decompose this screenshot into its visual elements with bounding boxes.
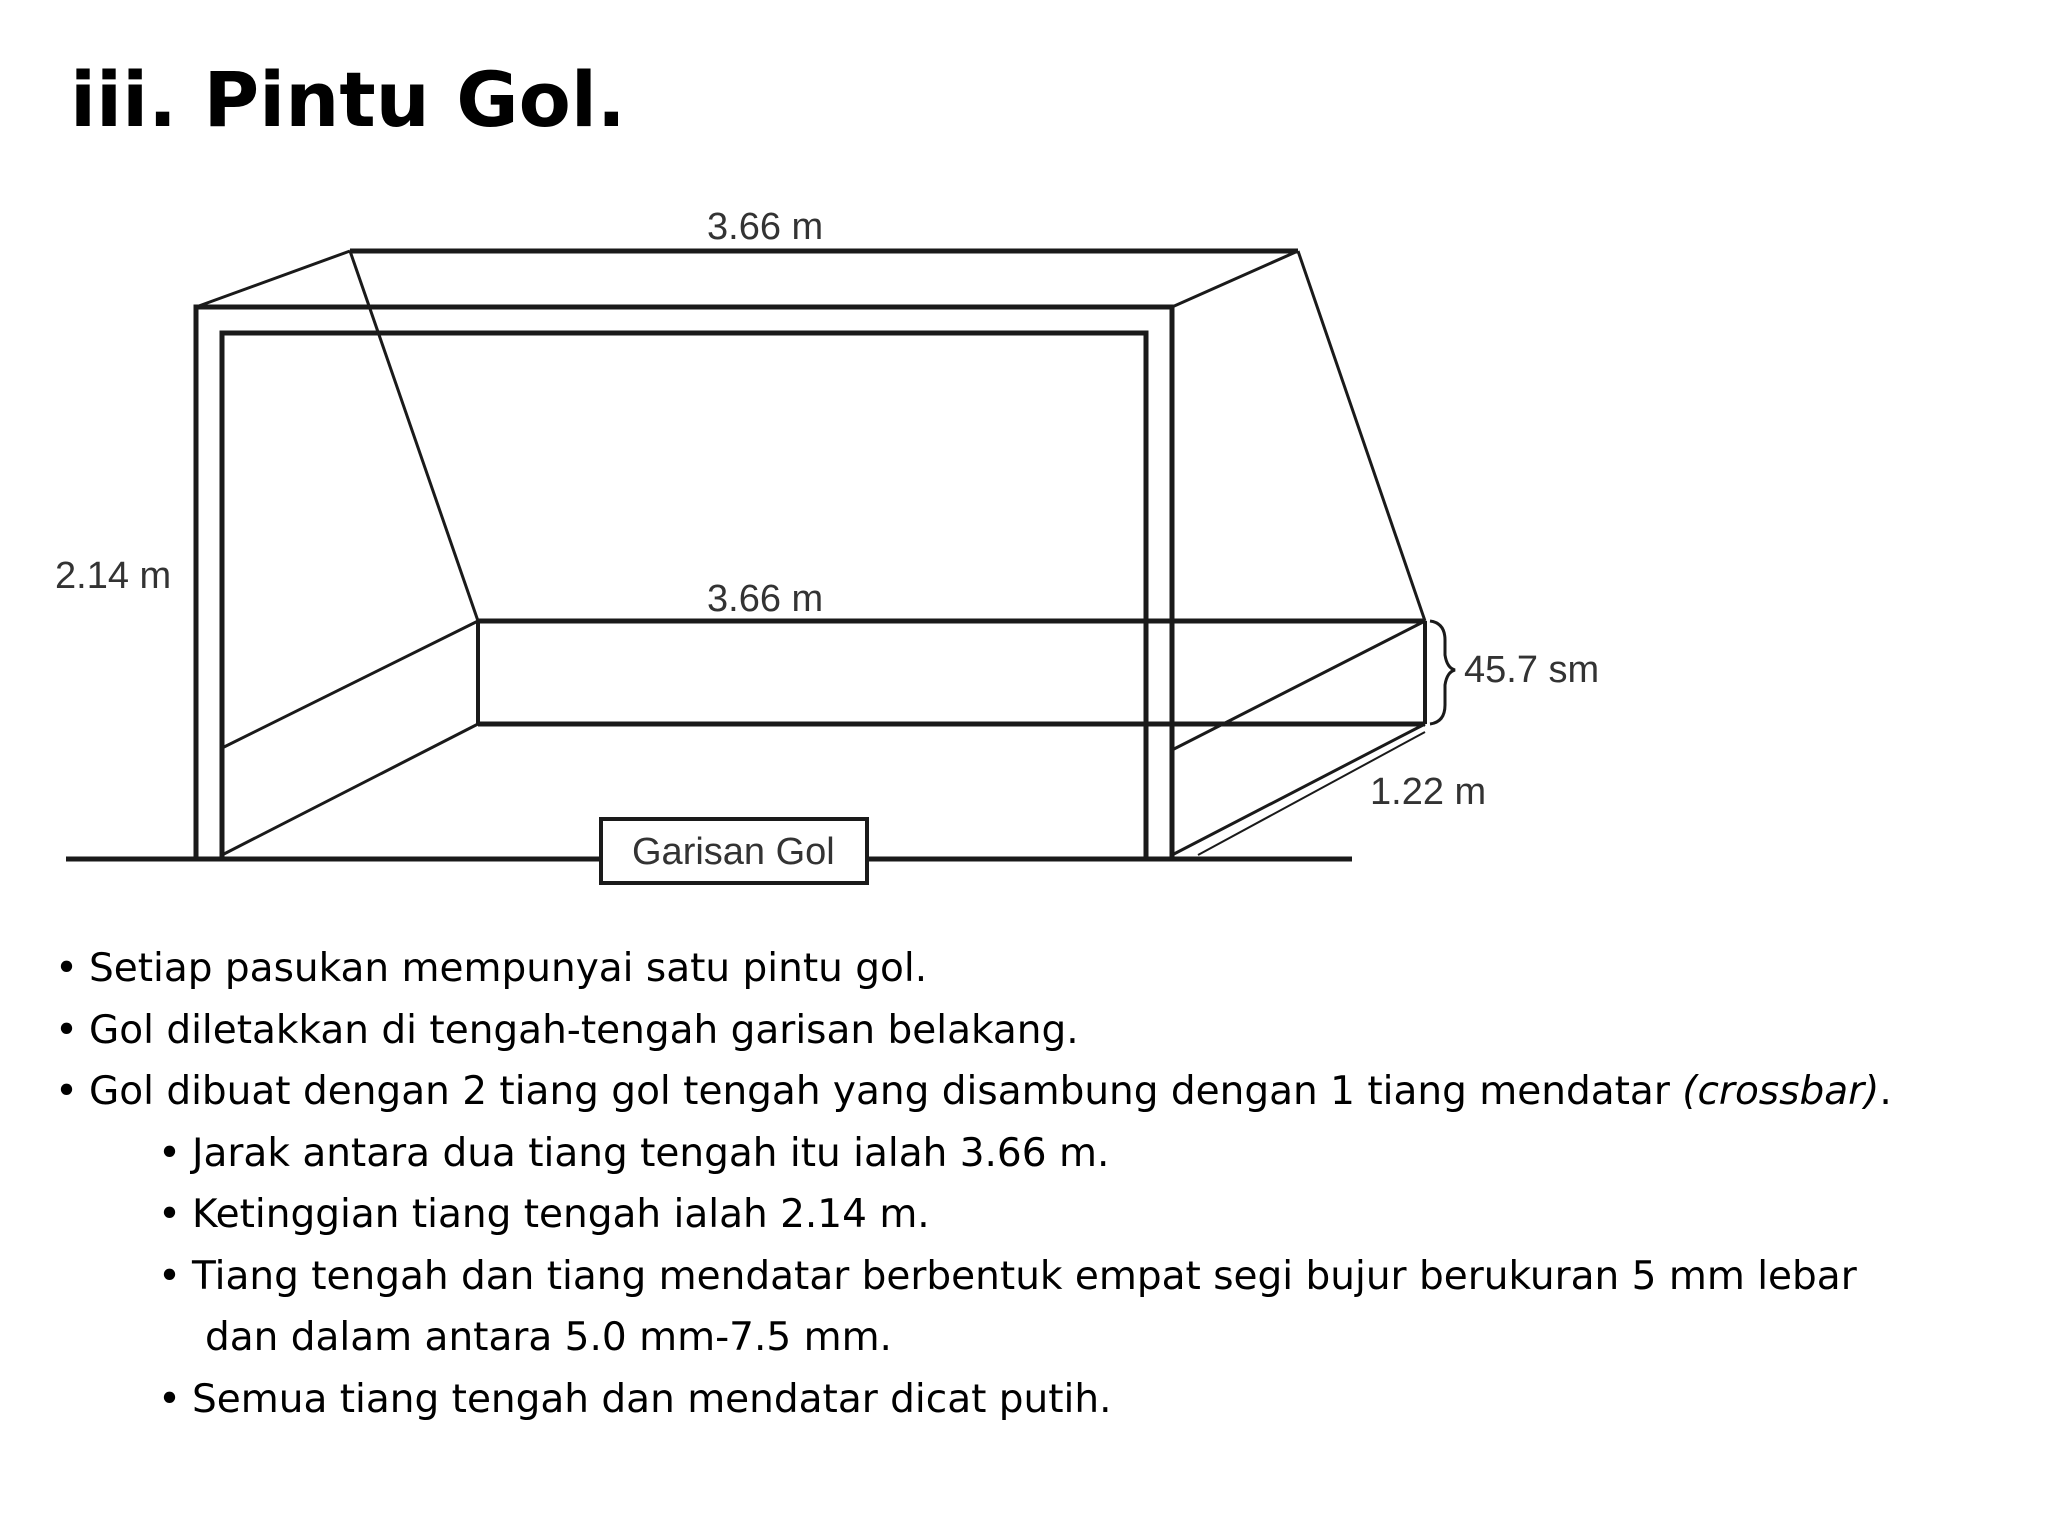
bullet-text: Semua tiang tengah dan mendatar dicat putih. — [192, 1376, 1112, 1422]
list-item — [55, 1123, 2005, 1185]
bullet-text: Tiang tengah dan tiang mendatar berbentuk empat segi bujur berukuran 5 mm lebar — [192, 1253, 1857, 1299]
list-item — [55, 1061, 2005, 1123]
goal-line-label: Garisan Gol — [632, 831, 835, 873]
back-width-label: 3.66 m — [707, 578, 824, 620]
bullet-dot: • — [158, 1376, 182, 1422]
slide-title: iii. Pintu Gol. — [70, 55, 626, 144]
right-stay — [1298, 251, 1425, 621]
bullet-tail-text: . — [1879, 1069, 1892, 1114]
bullet-dot: • — [158, 1192, 182, 1237]
bullet-text: Gol dibuat dengan 2 tiang gol tengah yang disambung dengan 1 tiang mendatar — [89, 1069, 1683, 1114]
list-item — [55, 1000, 2005, 1062]
list-item-continuation — [55, 1307, 2005, 1369]
bullet-dot: • — [55, 946, 79, 991]
bullet-text: dan dalam antara 5.0 mm-7.5 mm. — [205, 1315, 892, 1360]
list-item — [55, 1184, 2005, 1246]
back-height-label: 45.7 sm — [1464, 649, 1600, 691]
bullet-text: Ketinggian tiang tengah ialah 2.14 m. — [192, 1192, 930, 1237]
depth-label: 1.22 m — [1370, 771, 1487, 813]
goal-frame-inner — [222, 333, 1146, 859]
top-width-label: 3.66 m — [707, 206, 824, 248]
list-item — [55, 938, 2005, 1000]
list-item — [55, 1246, 2005, 1308]
bullet-list — [55, 938, 2005, 1430]
bullet-text: Gol diletakkan di tengah-tengah garisan belakang. — [89, 1007, 1079, 1053]
bullet-dot: • — [55, 1007, 79, 1053]
bullet-dot: • — [158, 1253, 182, 1299]
bullet-italic-text: (crossbar) — [1682, 1069, 1880, 1114]
goal-frame-outer — [196, 307, 1172, 859]
bullet-dot: • — [55, 1069, 79, 1114]
bullet-dot: • — [158, 1130, 182, 1176]
list-item — [55, 1369, 2005, 1431]
bullet-text: Setiap pasukan mempunyai satu pintu gol. — [89, 946, 928, 991]
height-brace — [1430, 621, 1455, 724]
height-label: 2.14 m — [55, 555, 172, 597]
goal-frame — [66, 251, 1455, 883]
bullet-text: Jarak antara dua tiang tengah itu ialah 3.66 m. — [192, 1130, 1110, 1176]
